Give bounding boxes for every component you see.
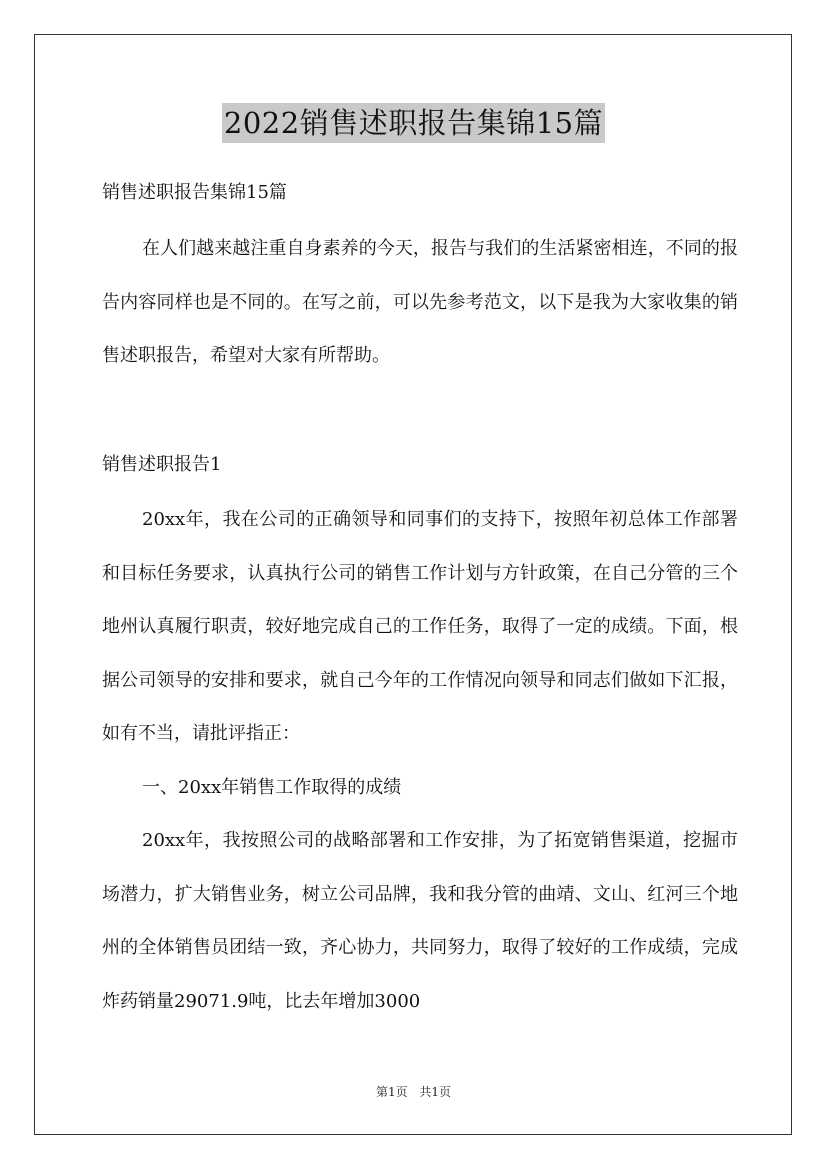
page-total: 共1页 <box>419 1085 452 1099</box>
page-number: 第1页 <box>375 1085 408 1099</box>
section1-subheading: 一、20xx年销售工作取得的成绩 <box>142 777 402 798</box>
section1-paragraph-1: 20xx年，我在公司的正确领导和同事们的支持下，按照年初总体工作部署和目标任务要求，认真执行公司的销售工作计划与方针政策，在自己分管的三个地州认真履行职责，较好地完成自己的工作任务，取得了一定的成绩。下面，根据公司领导的安排和要求，就自己今年的工作情况向领导和同志们做如下汇报，如有不当，请批评指正： <box>102 509 738 744</box>
document-title: 2022销售述职报告集锦15篇 <box>222 103 605 143</box>
title-container <box>0 103 827 143</box>
section-heading: 销售述职报告1 <box>102 454 222 475</box>
document-subtitle: 销售述职报告集锦15篇 <box>102 182 287 203</box>
section1-paragraph-2: 20xx年，我按照公司的战略部署和工作安排，为了拓宽销售渠道，挖掘市场潜力，扩大销售业务，树立公司品牌，我和我分管的曲靖、文山、红河三个地州的全体销售员团结一致，齐心协力，共同努力，取得了较好的工作成绩，完成炸药销量29071.9吨，比去年增加3000 <box>102 830 738 1012</box>
intro-paragraph: 在人们越来越注重自身素养的今天，报告与我们的生活紧密相连，不同的报告内容同样也是不同的。在写之前，可以先参考范文，以下是我为大家收集的销售述职报告，希望对大家有所帮助。 <box>102 238 738 366</box>
page-footer <box>0 1084 827 1100</box>
